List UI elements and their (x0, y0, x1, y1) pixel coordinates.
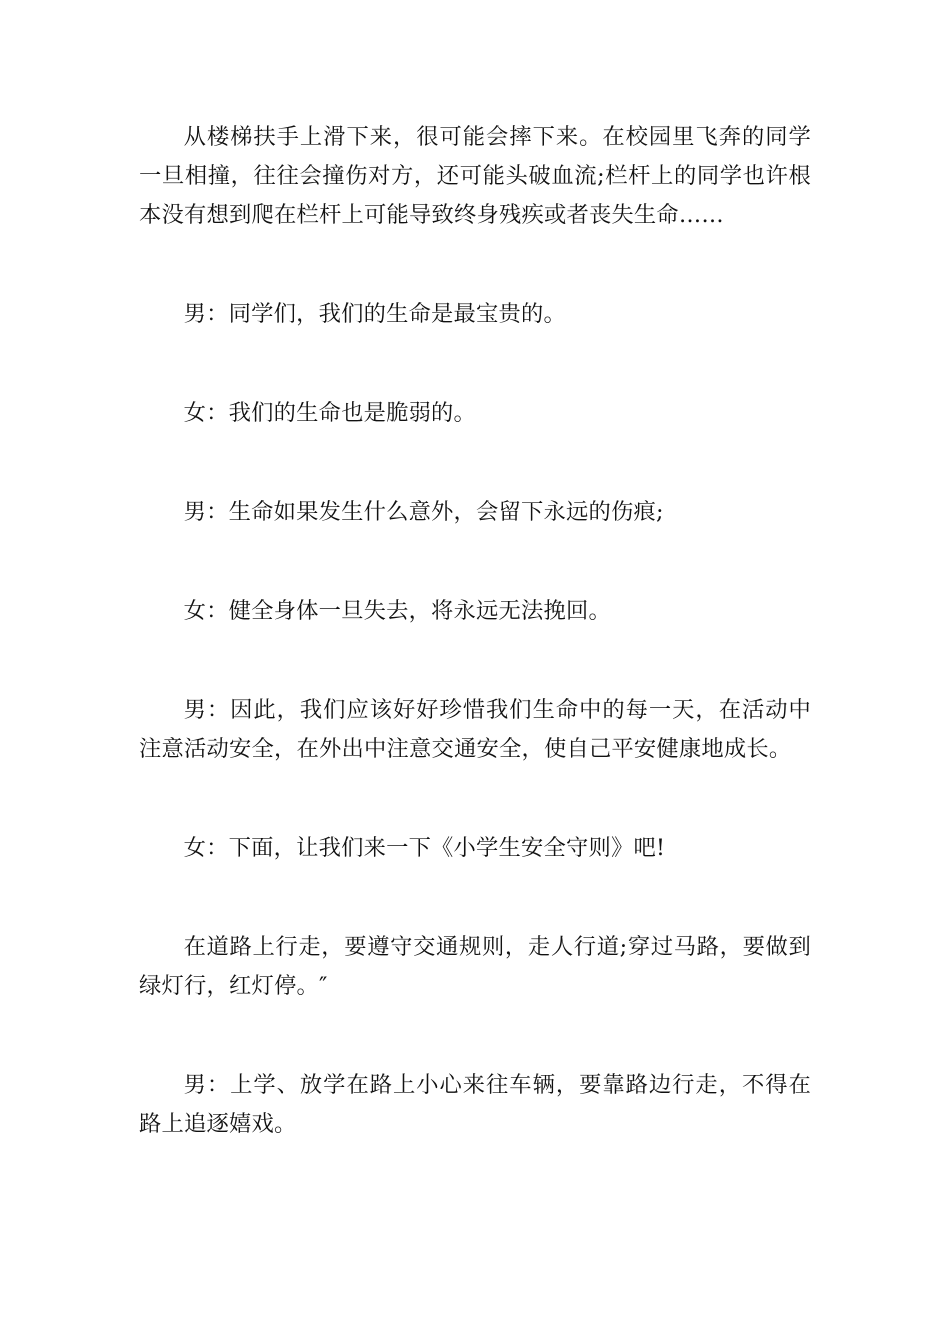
paragraph-6: 男：因此，我们应该好好珍惜我们生命中的每一天，在活动中注意活动安全，在外出中注意交通安全，使自己平安健康地成长。 (139, 697, 811, 762)
paragraph-7: 女：下面，让我们来一下《小学生安全守则》吧! (183, 835, 666, 861)
paragraph-4: 男：生命如果发生什么意外，会留下永远的伤痕; (183, 499, 664, 525)
paragraph-8: 在道路上行走，要遵守交通规则，走人行道;穿过马路，要做到绿灯行，红灯停。″ (139, 934, 811, 999)
paragraph-9: 男：上学、放学在路上小心来往车辆，要靠路边行走，不得在路上追逐嬉戏。 (139, 1072, 811, 1137)
paragraph-5: 女：健全身体一旦失去，将永远无法挽回。 (183, 598, 612, 624)
paragraph-2: 男：同学们，我们的生命是最宝贵的。 (183, 301, 567, 327)
paragraph-1: 从楼梯扶手上滑下来，很可能会摔下来。在校园里飞奔的同学一旦相撞，往往会撞伤对方，还可能头破血流;栏杆上的同学也许根本没有想到爬在栏杆上可能导致终身残疾或者丧失生命…… (139, 124, 811, 228)
document-body (139, 118, 811, 1204)
paragraph-3: 女：我们的生命也是脆弱的。 (183, 400, 477, 426)
